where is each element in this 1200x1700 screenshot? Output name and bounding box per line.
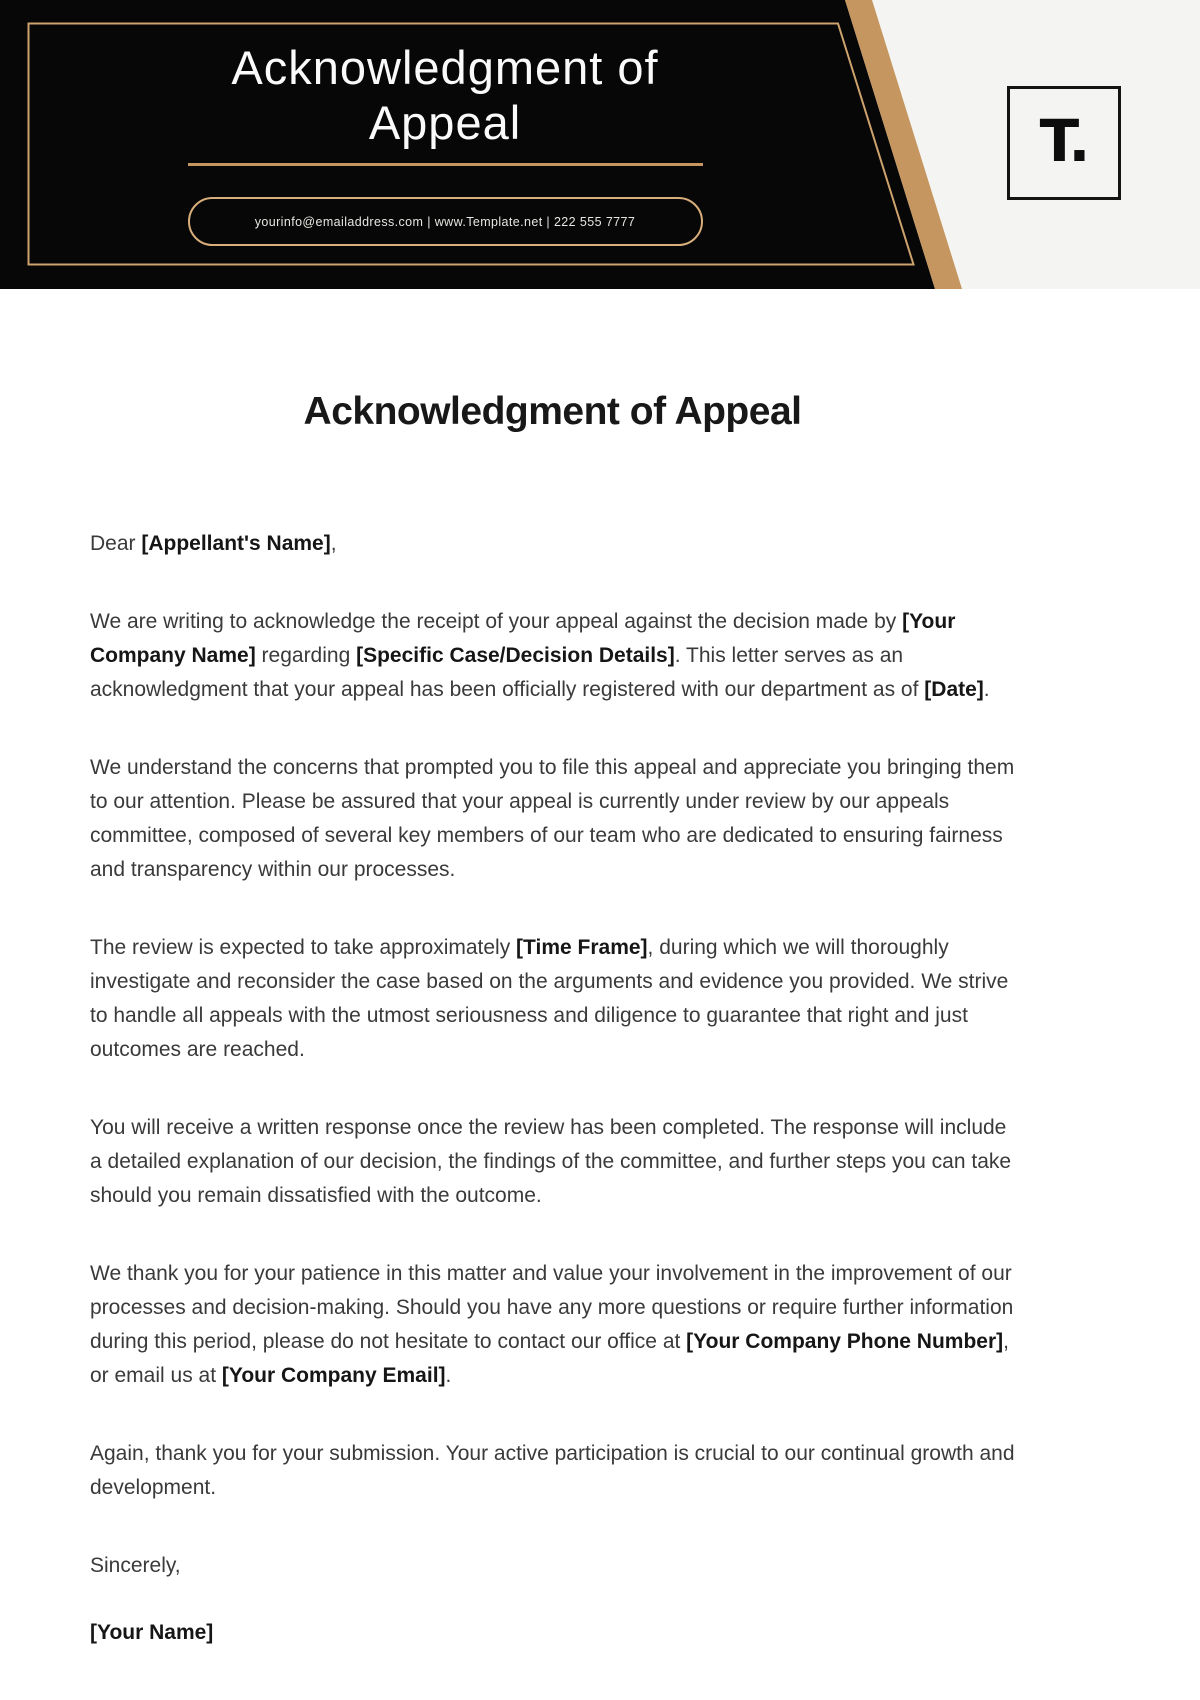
letterhead-content (150, 0, 740, 246)
placeholder-field: [Your Company Name] (90, 610, 956, 667)
letter-text: . (983, 678, 990, 701)
letter-paragraph-salutation (90, 527, 1015, 561)
placeholder-field: [Appellant's Name] (141, 532, 331, 555)
letter-text: Sincerely, (90, 1554, 181, 1577)
letterhead-title (150, 40, 740, 150)
letter-text: regarding (255, 644, 357, 667)
letter-text: The review is expected to take approximately (90, 936, 517, 959)
contact-info-text: yourinfo@emailaddress.com | www.Template.net | 222 555 7777 (254, 214, 636, 229)
placeholder-field: [Specific Case/Decision Details] (356, 644, 675, 667)
gold-divider-line (188, 163, 703, 166)
letter-paragraph-body (90, 1111, 1015, 1213)
letterhead (0, 0, 1200, 289)
placeholder-field: [Your Name] (90, 1621, 214, 1644)
letter-paragraph-body (90, 605, 1015, 707)
letter-paragraph-signature (90, 1616, 1015, 1650)
letter-text: . (445, 1364, 452, 1387)
placeholder-field: [Your Company Phone Number] (686, 1330, 1004, 1353)
letter-text: , or email us at (90, 1330, 1009, 1387)
letter-paragraph-closing (90, 1549, 1015, 1583)
letter-text: We are writing to acknowledge the receipt of your appeal against the decision made by (90, 610, 903, 633)
letter-text: We thank you for your patience in this matter and value your involvement in the improvement of our processes and decision-making. Should you have any more questions or require further information during this period, please do not hesitate to contact our office at (90, 1262, 1014, 1353)
letter-text: Again, thank you for your submission. Your active participation is crucial to our continual growth and development. (90, 1442, 1015, 1499)
letterhead-title-line1: Acknowledgment of (231, 41, 659, 94)
letter-text: , (330, 532, 337, 555)
placeholder-field: [Your Company Email] (221, 1364, 446, 1387)
letter-paragraph-body (90, 1257, 1015, 1393)
template-logo (1007, 86, 1121, 200)
letter-paragraph-body (90, 1437, 1015, 1505)
letter-text: We understand the concerns that prompted you to file this appeal and appreciate you bringing them to our attention. Please be assured that your appeal is currently under review by our appeals committee, composed of several key members of our team who are dedicated to ensuring fairness and transparency within our processes. (90, 756, 1015, 881)
letter-paragraph-body (90, 931, 1015, 1067)
placeholder-field: [Date] (924, 678, 984, 701)
contact-pill (188, 197, 703, 246)
letter-paragraph-body (90, 751, 1015, 887)
letter-body (0, 392, 1105, 1650)
letter-text: . This letter serves as an acknowledgment that your appeal has been officially registered with our department as of (90, 644, 925, 701)
letter-content (90, 527, 1015, 1650)
document-title: Acknowledgment of Appeal (303, 390, 802, 433)
logo-letter: T. (1039, 107, 1089, 175)
letterhead-title-line2: Appeal (368, 96, 522, 149)
letter-text: Dear (90, 532, 142, 555)
placeholder-field: [Time Frame] (516, 936, 648, 959)
letter-text: You will receive a written response once the review has been completed. The response will include a detailed explanation of our decision, the findings of the committee, and further steps you can take should you remain dissatisfied with the outcome. (90, 1116, 1012, 1207)
letter-text: , during which we will thoroughly investigate and reconsider the case based on the arguments and evidence you provided. We strive to handle all appeals with the utmost seriousness and diligence to guarantee that right and just outcomes are reached. (90, 936, 1009, 1061)
